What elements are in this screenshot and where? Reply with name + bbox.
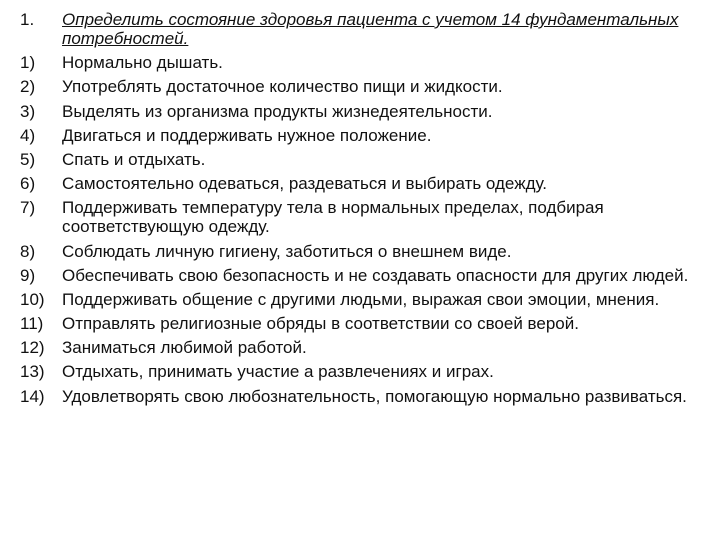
list-item [20,242,710,261]
item-text: Нормально дышать. [62,53,223,73]
item-text: Обеспечивать свою безопасность и не создавать опасности для других людей. [62,265,689,285]
item-text: Соблюдать личную гигиену, заботиться о внешнем виде. [62,241,512,261]
item-text: Отправлять религиозные обряды в соответствии со своей верой. [62,314,579,334]
heading-number: 1. [20,10,35,29]
list-item [20,338,710,357]
item-number: 14) [20,386,45,406]
item-text: Двигаться и поддерживать нужное положение. [62,125,432,145]
list-item [20,290,710,309]
list-item [20,174,710,193]
item-number: 3) [20,101,36,121]
list-item [20,266,710,285]
item-number: 6) [20,174,36,194]
list-item [20,53,710,72]
item-text: Выделять из организма продукты жизнедеятельности. [62,101,493,121]
item-number: 11) [20,314,44,334]
item-text: Поддерживать температуру тела в нормальных пределах, подбирая соответствующую одежду. [62,198,604,237]
heading-text: Определить состояние здоровья пациента с учетом 14 фундаментальных потребностей. [62,10,679,48]
heading-item [20,10,710,48]
item-number: 5) [20,149,36,169]
item-number: 10) [20,289,45,309]
item-text: Поддерживать общение с другими людьми, выражая свои эмоции, мнения. [62,289,660,309]
list-item [20,314,710,333]
item-text: Спать и отдыхать. [62,149,206,169]
item-number: 8) [20,241,36,261]
list-item [20,387,710,406]
list-item [20,198,710,236]
list-item [20,126,710,145]
item-text: Удовлетворять свою любознательность, помогающую нормально развиваться. [62,386,687,406]
item-number: 4) [20,125,36,145]
item-number: 12) [20,338,45,358]
item-text: Отдыхать, принимать участие а развлечениях и играх. [62,362,494,382]
item-number: 13) [20,362,45,382]
list-item [20,362,710,381]
needs-list [20,10,710,411]
item-text: Самостоятельно одеваться, раздеваться и выбирать одежду. [62,174,548,194]
list-item [20,102,710,121]
item-number: 2) [20,77,36,97]
item-number: 7) [20,198,36,218]
item-number: 1) [20,53,36,73]
list-item [20,77,710,96]
list-item [20,150,710,169]
item-text: Употреблять достаточное количество пищи и жидкости. [62,77,503,97]
item-number: 9) [20,265,36,285]
item-text: Заниматься любимой работой. [62,338,307,358]
